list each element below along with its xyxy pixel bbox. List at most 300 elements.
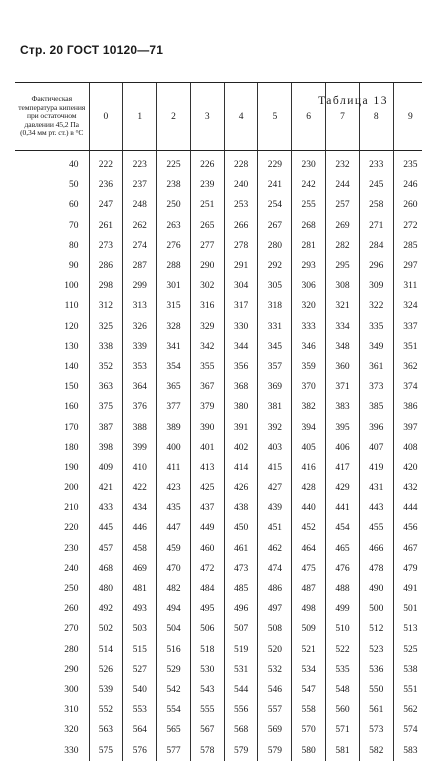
table-cell: 551 (393, 680, 422, 700)
table-cell: 308 (326, 276, 360, 296)
table-cell: 565 (157, 720, 191, 740)
table-cell: 271 (359, 216, 393, 236)
table-cell: 357 (258, 357, 292, 377)
table-cell: 422 (123, 478, 157, 498)
table-cell: 318 (258, 296, 292, 316)
table-cell: 261 (89, 216, 123, 236)
table-cell: 510 (326, 619, 360, 639)
table-cell: 554 (157, 700, 191, 720)
table-cell: 258 (359, 195, 393, 215)
row-temperature: 170 (64, 422, 79, 433)
table-cell: 407 (359, 438, 393, 458)
table-cell: 254 (258, 195, 292, 215)
table-cell: 464 (292, 539, 326, 559)
table-row (15, 518, 422, 538)
table-cell: 386 (393, 397, 422, 417)
table-cell: 502 (89, 619, 123, 639)
table-cell: 235 (393, 151, 422, 176)
table-cell: 439 (258, 498, 292, 518)
table-cell: 352 (89, 357, 123, 377)
table-cell: 543 (190, 680, 224, 700)
column-header-4: 4 (224, 83, 258, 151)
table-cell: 413 (190, 458, 224, 478)
table-cell: 486 (258, 579, 292, 599)
table-cell: 508 (258, 619, 292, 639)
table-cell: 409 (89, 458, 123, 478)
table-row (15, 377, 422, 397)
table-cell: 452 (292, 518, 326, 538)
table-cell: 379 (190, 397, 224, 417)
table-cell: 286 (89, 256, 123, 276)
table-cell: 437 (190, 498, 224, 518)
table-cell: 435 (157, 498, 191, 518)
table-cell: 444 (393, 498, 422, 518)
table-cell: 460 (190, 539, 224, 559)
column-header-6: 6 (292, 83, 326, 151)
table-cell: 359 (292, 357, 326, 377)
table-row (15, 417, 422, 437)
table-cell: 579 (224, 740, 258, 760)
table-cell: 521 (292, 640, 326, 660)
row-temperature: 270 (64, 624, 79, 635)
table-cell: 301 (157, 276, 191, 296)
table-cell: 490 (359, 579, 393, 599)
table-cell: 497 (258, 599, 292, 619)
table-row (15, 296, 422, 316)
table-cell: 553 (123, 700, 157, 720)
table-cell: 292 (258, 256, 292, 276)
column-header-2: 2 (157, 83, 191, 151)
table-cell: 501 (393, 599, 422, 619)
row-temperature: 150 (64, 382, 79, 393)
row-temperature: 80 (69, 240, 79, 251)
table-cell: 506 (190, 619, 224, 639)
column-header-1: 1 (123, 83, 157, 151)
table-cell: 328 (157, 317, 191, 337)
table-cell: 431 (359, 478, 393, 498)
table-cell: 571 (326, 720, 360, 740)
table-row (15, 740, 422, 760)
table-cell: 417 (326, 458, 360, 478)
table-cell: 266 (224, 216, 258, 236)
row-temperature: 180 (64, 442, 79, 453)
table-cell: 247 (89, 195, 123, 215)
table-cell: 449 (190, 518, 224, 538)
row-temperature: 260 (64, 604, 79, 615)
table-cell: 434 (123, 498, 157, 518)
table-cell: 556 (224, 700, 258, 720)
table-cell: 458 (123, 539, 157, 559)
row-temperature: 110 (64, 301, 79, 312)
table-cell: 333 (292, 317, 326, 337)
table-cell: 353 (123, 357, 157, 377)
row-temperature: 90 (69, 261, 79, 272)
table-cell: 569 (258, 720, 292, 740)
table-cell: 325 (89, 317, 123, 337)
table-cell: 525 (393, 640, 422, 660)
table-cell: 367 (190, 377, 224, 397)
table-row (15, 478, 422, 498)
table-cell: 298 (89, 276, 123, 296)
table-cell: 280 (258, 236, 292, 256)
table-cell: 446 (123, 518, 157, 538)
table-row (15, 256, 422, 276)
table-cell: 568 (224, 720, 258, 740)
table-cell: 421 (89, 478, 123, 498)
table-cell: 548 (326, 680, 360, 700)
table-cell: 491 (393, 579, 422, 599)
table-cell: 423 (157, 478, 191, 498)
table-cell: 485 (224, 579, 258, 599)
table-cell: 272 (393, 216, 422, 236)
table-row (15, 175, 422, 195)
table-cell: 546 (258, 680, 292, 700)
table-cell: 278 (224, 236, 258, 256)
table-row (15, 438, 422, 458)
table-cell: 406 (326, 438, 360, 458)
table-cell: 287 (123, 256, 157, 276)
table-cell: 400 (157, 438, 191, 458)
table-caption: Таблица 13 (318, 95, 388, 107)
row-temperature: 210 (64, 503, 79, 514)
table-cell: 544 (224, 680, 258, 700)
table-cell: 346 (292, 337, 326, 357)
table-cell: 401 (190, 438, 224, 458)
row-temperature: 120 (64, 321, 79, 332)
table-cell: 454 (326, 518, 360, 538)
table-cell: 416 (292, 458, 326, 478)
row-temperature: 190 (64, 462, 79, 473)
table-cell: 239 (190, 175, 224, 195)
row-temperature: 290 (64, 664, 79, 675)
table-cell: 443 (359, 498, 393, 518)
table-cell: 288 (157, 256, 191, 276)
table-cell: 420 (393, 458, 422, 478)
row-temperature: 130 (64, 341, 79, 352)
table-cell: 495 (190, 599, 224, 619)
table-cell: 523 (359, 640, 393, 660)
table-cell: 432 (393, 478, 422, 498)
table-cell: 313 (123, 296, 157, 316)
table-cell: 281 (292, 236, 326, 256)
table-cell: 487 (292, 579, 326, 599)
table-cell: 451 (258, 518, 292, 538)
table-cell: 348 (326, 337, 360, 357)
row-temperature: 70 (69, 220, 79, 231)
table-cell: 535 (326, 660, 360, 680)
table-cell: 370 (292, 377, 326, 397)
table-cell: 284 (359, 236, 393, 256)
table-cell: 414 (224, 458, 258, 478)
table-cell: 339 (123, 337, 157, 357)
table-cell: 365 (157, 377, 191, 397)
table-cell: 558 (292, 700, 326, 720)
table-cell: 309 (359, 276, 393, 296)
table-cell: 578 (190, 740, 224, 760)
table-cell: 516 (157, 640, 191, 660)
table-cell: 356 (224, 357, 258, 377)
table-cell: 326 (123, 317, 157, 337)
row-temperature: 40 (69, 160, 79, 171)
table-row (15, 599, 422, 619)
table-cell: 337 (393, 317, 422, 337)
table-cell: 410 (123, 458, 157, 478)
table-cell: 223 (123, 151, 157, 176)
table-cell: 507 (224, 619, 258, 639)
table-cell: 331 (258, 317, 292, 337)
table-cell: 253 (224, 195, 258, 215)
table-cell: 302 (190, 276, 224, 296)
table-cell: 564 (123, 720, 157, 740)
table-row (15, 337, 422, 357)
table-cell: 363 (89, 377, 123, 397)
table-cell: 429 (326, 478, 360, 498)
table-row (15, 276, 422, 296)
row-temperature: 200 (64, 483, 79, 494)
table-row (15, 216, 422, 236)
table-row (15, 680, 422, 700)
table-cell: 560 (326, 700, 360, 720)
row-temperature: 100 (64, 281, 79, 292)
table-cell: 397 (393, 417, 422, 437)
table-cell: 567 (190, 720, 224, 740)
table-cell: 322 (359, 296, 393, 316)
table-cell: 455 (359, 518, 393, 538)
table-cell: 475 (292, 559, 326, 579)
table-cell: 351 (393, 337, 422, 357)
table-cell: 229 (258, 151, 292, 176)
table-cell: 267 (258, 216, 292, 236)
table-cell: 306 (292, 276, 326, 296)
table-cell: 466 (359, 539, 393, 559)
table-cell: 329 (190, 317, 224, 337)
table-cell: 438 (224, 498, 258, 518)
table-cell: 299 (123, 276, 157, 296)
table-row (15, 539, 422, 559)
conversion-table (15, 82, 422, 761)
table-cell: 293 (292, 256, 326, 276)
table-cell: 534 (292, 660, 326, 680)
table-cell: 373 (359, 377, 393, 397)
table-cell: 240 (224, 175, 258, 195)
table-cell: 236 (89, 175, 123, 195)
table-cell: 540 (123, 680, 157, 700)
row-temperature: 60 (69, 200, 79, 211)
table-cell: 542 (157, 680, 191, 700)
table-cell: 242 (292, 175, 326, 195)
row-temperature: 310 (64, 705, 79, 716)
table-cell: 389 (157, 417, 191, 437)
table-cell: 447 (157, 518, 191, 538)
table-cell: 403 (258, 438, 292, 458)
table-row (15, 236, 422, 256)
table-cell: 305 (258, 276, 292, 296)
table-cell: 473 (224, 559, 258, 579)
page-header: Стр. 20 ГОСТ 10120—71 (20, 43, 164, 57)
table-cell: 579 (258, 740, 292, 760)
table-cell: 273 (89, 236, 123, 256)
table-cell: 498 (292, 599, 326, 619)
table-cell: 274 (123, 236, 157, 256)
table-cell: 499 (326, 599, 360, 619)
table-cell: 427 (258, 478, 292, 498)
table-cell: 233 (359, 151, 393, 176)
table-cell: 338 (89, 337, 123, 357)
table-cell: 304 (224, 276, 258, 296)
table-cell: 355 (190, 357, 224, 377)
table-cell: 529 (157, 660, 191, 680)
table-cell: 344 (224, 337, 258, 357)
table-cell: 390 (190, 417, 224, 437)
table-cell: 238 (157, 175, 191, 195)
table-cell: 575 (89, 740, 123, 760)
table-cell: 428 (292, 478, 326, 498)
table-cell: 232 (326, 151, 360, 176)
table-cell: 509 (292, 619, 326, 639)
table-row (15, 498, 422, 518)
table-cell: 282 (326, 236, 360, 256)
table-cell: 260 (393, 195, 422, 215)
table-cell: 515 (123, 640, 157, 660)
table-cell: 459 (157, 539, 191, 559)
table-cell: 415 (258, 458, 292, 478)
table-cell: 450 (224, 518, 258, 538)
table-cell: 465 (326, 539, 360, 559)
table-row (15, 660, 422, 680)
table-cell: 257 (326, 195, 360, 215)
table-cell: 296 (359, 256, 393, 276)
table-cell: 425 (190, 478, 224, 498)
table-cell: 469 (123, 559, 157, 579)
table-cell: 321 (326, 296, 360, 316)
table-cell: 276 (157, 236, 191, 256)
table-row (15, 579, 422, 599)
table-cell: 527 (123, 660, 157, 680)
table-cell: 334 (326, 317, 360, 337)
table-cell: 555 (190, 700, 224, 720)
table-cell: 488 (326, 579, 360, 599)
table-cell: 265 (190, 216, 224, 236)
table-cell: 354 (157, 357, 191, 377)
table-cell: 583 (393, 740, 422, 760)
table-cell: 245 (359, 175, 393, 195)
table-cell: 518 (190, 640, 224, 660)
row-temperature: 160 (64, 402, 79, 413)
table-cell: 320 (292, 296, 326, 316)
table-cell: 402 (224, 438, 258, 458)
first-column-header: Фактическая температура кипения при остаточном давлении 45,2 Па (0,34 мм рт. ст.) в °С (15, 83, 89, 151)
row-temperature: 330 (64, 745, 79, 756)
table-cell: 472 (190, 559, 224, 579)
table-cell: 461 (224, 539, 258, 559)
table-cell: 547 (292, 680, 326, 700)
row-temperature: 300 (64, 684, 79, 695)
table-row (15, 619, 422, 639)
table-row (15, 559, 422, 579)
table-cell: 581 (326, 740, 360, 760)
table-cell: 441 (326, 498, 360, 518)
table-cell: 316 (190, 296, 224, 316)
table-cell: 445 (89, 518, 123, 538)
table-cell: 360 (326, 357, 360, 377)
table-cell: 364 (123, 377, 157, 397)
table-cell: 262 (123, 216, 157, 236)
column-header-3: 3 (190, 83, 224, 151)
row-temperature: 320 (64, 725, 79, 736)
row-temperature: 280 (64, 644, 79, 655)
table-cell: 536 (359, 660, 393, 680)
table-cell: 550 (359, 680, 393, 700)
table-cell: 552 (89, 700, 123, 720)
table-cell: 342 (190, 337, 224, 357)
row-temperature: 50 (69, 180, 79, 191)
table-cell: 504 (157, 619, 191, 639)
table-cell: 576 (123, 740, 157, 760)
table-cell: 385 (359, 397, 393, 417)
table-cell: 494 (157, 599, 191, 619)
table-cell: 573 (359, 720, 393, 740)
table-cell: 514 (89, 640, 123, 660)
table-cell: 341 (157, 337, 191, 357)
table-cell: 375 (89, 397, 123, 417)
table-cell: 582 (359, 740, 393, 760)
table-cell: 496 (224, 599, 258, 619)
table-cell: 500 (359, 599, 393, 619)
table-cell: 470 (157, 559, 191, 579)
table-row (15, 458, 422, 478)
table-cell: 382 (292, 397, 326, 417)
table-cell: 482 (157, 579, 191, 599)
table-cell: 480 (89, 579, 123, 599)
table-cell: 335 (359, 317, 393, 337)
table-cell: 226 (190, 151, 224, 176)
table-cell: 368 (224, 377, 258, 397)
row-temperature: 240 (64, 563, 79, 574)
table-cell: 295 (326, 256, 360, 276)
table-cell: 531 (224, 660, 258, 680)
table-cell: 362 (393, 357, 422, 377)
table-cell: 369 (258, 377, 292, 397)
table-cell: 255 (292, 195, 326, 215)
table-cell: 263 (157, 216, 191, 236)
table-cell: 411 (157, 458, 191, 478)
table-cell: 479 (393, 559, 422, 579)
table-cell: 457 (89, 539, 123, 559)
table-cell: 241 (258, 175, 292, 195)
table-row (15, 720, 422, 740)
row-temperature: 250 (64, 584, 79, 595)
table-cell: 225 (157, 151, 191, 176)
table-cell: 433 (89, 498, 123, 518)
table-cell: 467 (393, 539, 422, 559)
table-cell: 290 (190, 256, 224, 276)
table-cell: 285 (393, 236, 422, 256)
column-header-0: 0 (89, 83, 123, 151)
table-cell: 561 (359, 700, 393, 720)
row-temperature: 140 (64, 361, 79, 372)
table-cell: 361 (359, 357, 393, 377)
table-cell: 522 (326, 640, 360, 660)
table-row (15, 397, 422, 417)
table-cell: 387 (89, 417, 123, 437)
table-cell: 312 (89, 296, 123, 316)
table-cell: 345 (258, 337, 292, 357)
table-cell: 248 (123, 195, 157, 215)
table-cell: 399 (123, 438, 157, 458)
table-cell: 374 (393, 377, 422, 397)
table-cell: 493 (123, 599, 157, 619)
table-cell: 324 (393, 296, 422, 316)
